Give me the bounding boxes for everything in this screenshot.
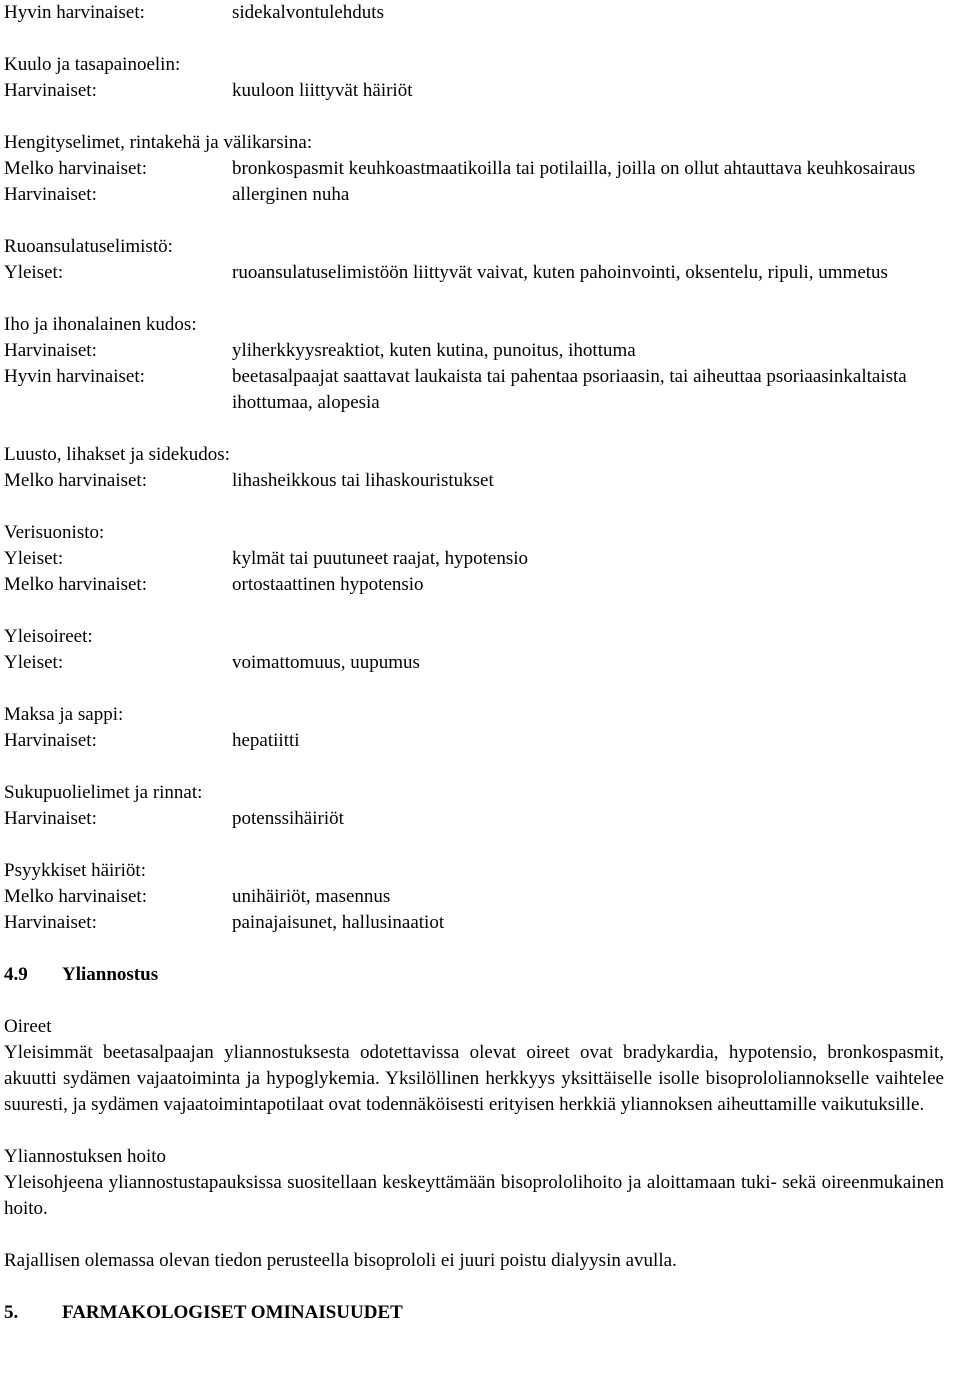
frequency-label: Melko harvinaiset:: [4, 158, 147, 179]
frequency-label: Harvinaiset:: [4, 80, 97, 101]
organ-class-heading: Sukupuolielimet ja rinnat:: [4, 782, 203, 803]
adverse-reactions-list: [4, 0, 944, 936]
frequency-row: [4, 338, 944, 364]
frequency-label: Melko harvinaiset:: [4, 574, 147, 595]
reaction-group: [4, 520, 944, 598]
organ-class-heading: Ruoansulatuselimistö:: [4, 236, 173, 257]
treatment-heading: Yliannostuksen hoito: [4, 1146, 167, 1167]
frequency-row: [4, 364, 944, 416]
reaction-description: beetasalpaajat saattavat laukaista tai pahentaa psoriaasin, tai aiheuttaa psoriaasinkaltaista ihottumaa, alopesia: [232, 366, 907, 413]
reaction-group: [4, 130, 944, 208]
frequency-label: Yleiset:: [4, 262, 64, 283]
frequency-row: [4, 468, 944, 494]
frequency-label: Harvinaiset:: [4, 912, 97, 933]
organ-class-heading: Verisuonisto:: [4, 522, 105, 543]
symptoms-block: [4, 1014, 944, 1118]
frequency-label: Harvinaiset:: [4, 808, 97, 829]
reaction-description: bronkospasmit keuhkoastmaatikoilla tai potilailla, joilla on ollut ahtauttava keuhkosairaus: [232, 158, 916, 179]
frequency-row: [4, 546, 944, 572]
section-4-9-heading: [4, 962, 944, 988]
reaction-description: sidekalvontulehduts: [232, 2, 384, 23]
reaction-description: voimattomuus, uupumus: [232, 652, 420, 673]
section-5-heading: [4, 1300, 944, 1326]
frequency-row: [4, 0, 944, 26]
document-page: [4, 0, 944, 1326]
frequency-label: Yleiset:: [4, 652, 64, 673]
frequency-label: Harvinaiset:: [4, 184, 97, 205]
frequency-row: [4, 806, 944, 832]
reaction-description: lihasheikkous tai lihaskouristukset: [232, 470, 494, 491]
reaction-description: ortostaattinen hypotensio: [232, 574, 424, 595]
frequency-label: Melko harvinaiset:: [4, 470, 147, 491]
reaction-group: [4, 234, 944, 286]
frequency-label: Hyvin harvinaiset:: [4, 366, 145, 387]
reaction-group: [4, 0, 944, 26]
reaction-group: [4, 780, 944, 832]
reaction-group: [4, 442, 944, 494]
section-number: 5.: [4, 1302, 19, 1323]
frequency-row: [4, 260, 944, 286]
organ-class-heading: Kuulo ja tasapainoelin:: [4, 54, 181, 75]
organ-class-heading: Psyykkiset häiriöt:: [4, 860, 146, 881]
frequency-row: [4, 572, 944, 598]
dialysis-block: [4, 1248, 944, 1274]
treatment-paragraph: Yleisohjeena yliannostustapauksissa suositellaan keskeyttämään bisoprololihoito ja aloittamaan tuki- sekä oireenmukainen hoito.: [4, 1172, 944, 1219]
organ-class-heading: Luusto, lihakset ja sidekudos:: [4, 444, 230, 465]
organ-class-heading: Maksa ja sappi:: [4, 704, 124, 725]
symptoms-paragraph: Yleisimmät beetasalpaajan yliannostuksesta odotettavissa olevat oireet ovat bradykardia, hypotensio, bronkospasmit, akuutti sydämen vajaatoiminta ja hypoglykemia. Yksilöllinen herkkyys yksittäiselle isolle bisoprololiannokselle vaihtelee suuresti, ja sydämen vajaatoimintapotilaat ovat todennäköisesti erityisen herkkiä yliannoksen aiheuttamille vaikutuksille.: [4, 1042, 944, 1115]
section-title: Yliannostus: [62, 964, 159, 985]
frequency-label: Harvinaiset:: [4, 340, 97, 361]
frequency-label: Hyvin harvinaiset:: [4, 2, 145, 23]
frequency-label: Harvinaiset:: [4, 730, 97, 751]
reaction-description: yliherkkyysreaktiot, kuten kutina, punoitus, ihottuma: [232, 340, 636, 361]
reaction-group: [4, 312, 944, 416]
frequency-row: [4, 728, 944, 754]
frequency-label: Melko harvinaiset:: [4, 886, 147, 907]
reaction-description: kylmät tai puutuneet raajat, hypotensio: [232, 548, 529, 569]
reaction-description: unihäiriöt, masennus: [232, 886, 391, 907]
reaction-description: hepatiitti: [232, 730, 300, 751]
organ-class-heading: Yleisoireet:: [4, 626, 93, 647]
frequency-row: [4, 182, 944, 208]
frequency-row: [4, 650, 944, 676]
frequency-row: [4, 910, 944, 936]
section-number: 4.9: [4, 964, 28, 985]
reaction-description: potenssihäiriöt: [232, 808, 344, 829]
section-title: FARMAKOLOGISET OMINAISUUDET: [62, 1302, 403, 1323]
dialysis-paragraph: Rajallisen olemassa olevan tiedon perusteella bisoprololi ei juuri poistu dialyysin avulla.: [4, 1250, 677, 1271]
reaction-group: [4, 858, 944, 936]
reaction-description: allerginen nuha: [232, 184, 350, 205]
symptoms-heading: Oireet: [4, 1016, 52, 1037]
frequency-label: Yleiset:: [4, 548, 64, 569]
frequency-row: [4, 78, 944, 104]
reaction-description: kuuloon liittyvät häiriöt: [232, 80, 413, 101]
reaction-group: [4, 702, 944, 754]
organ-class-heading: Iho ja ihonalainen kudos:: [4, 314, 197, 335]
reaction-description: ruoansulatuselimistöön liittyvät vaivat, kuten pahoinvointi, oksentelu, ripuli, ummetus: [232, 262, 888, 283]
frequency-row: [4, 156, 944, 182]
organ-class-heading: Hengityselimet, rintakehä ja välikarsina:: [4, 132, 313, 153]
reaction-group: [4, 624, 944, 676]
treatment-block: [4, 1144, 944, 1222]
reaction-group: [4, 52, 944, 104]
frequency-row: [4, 884, 944, 910]
reaction-description: painajaisunet, hallusinaatiot: [232, 912, 445, 933]
